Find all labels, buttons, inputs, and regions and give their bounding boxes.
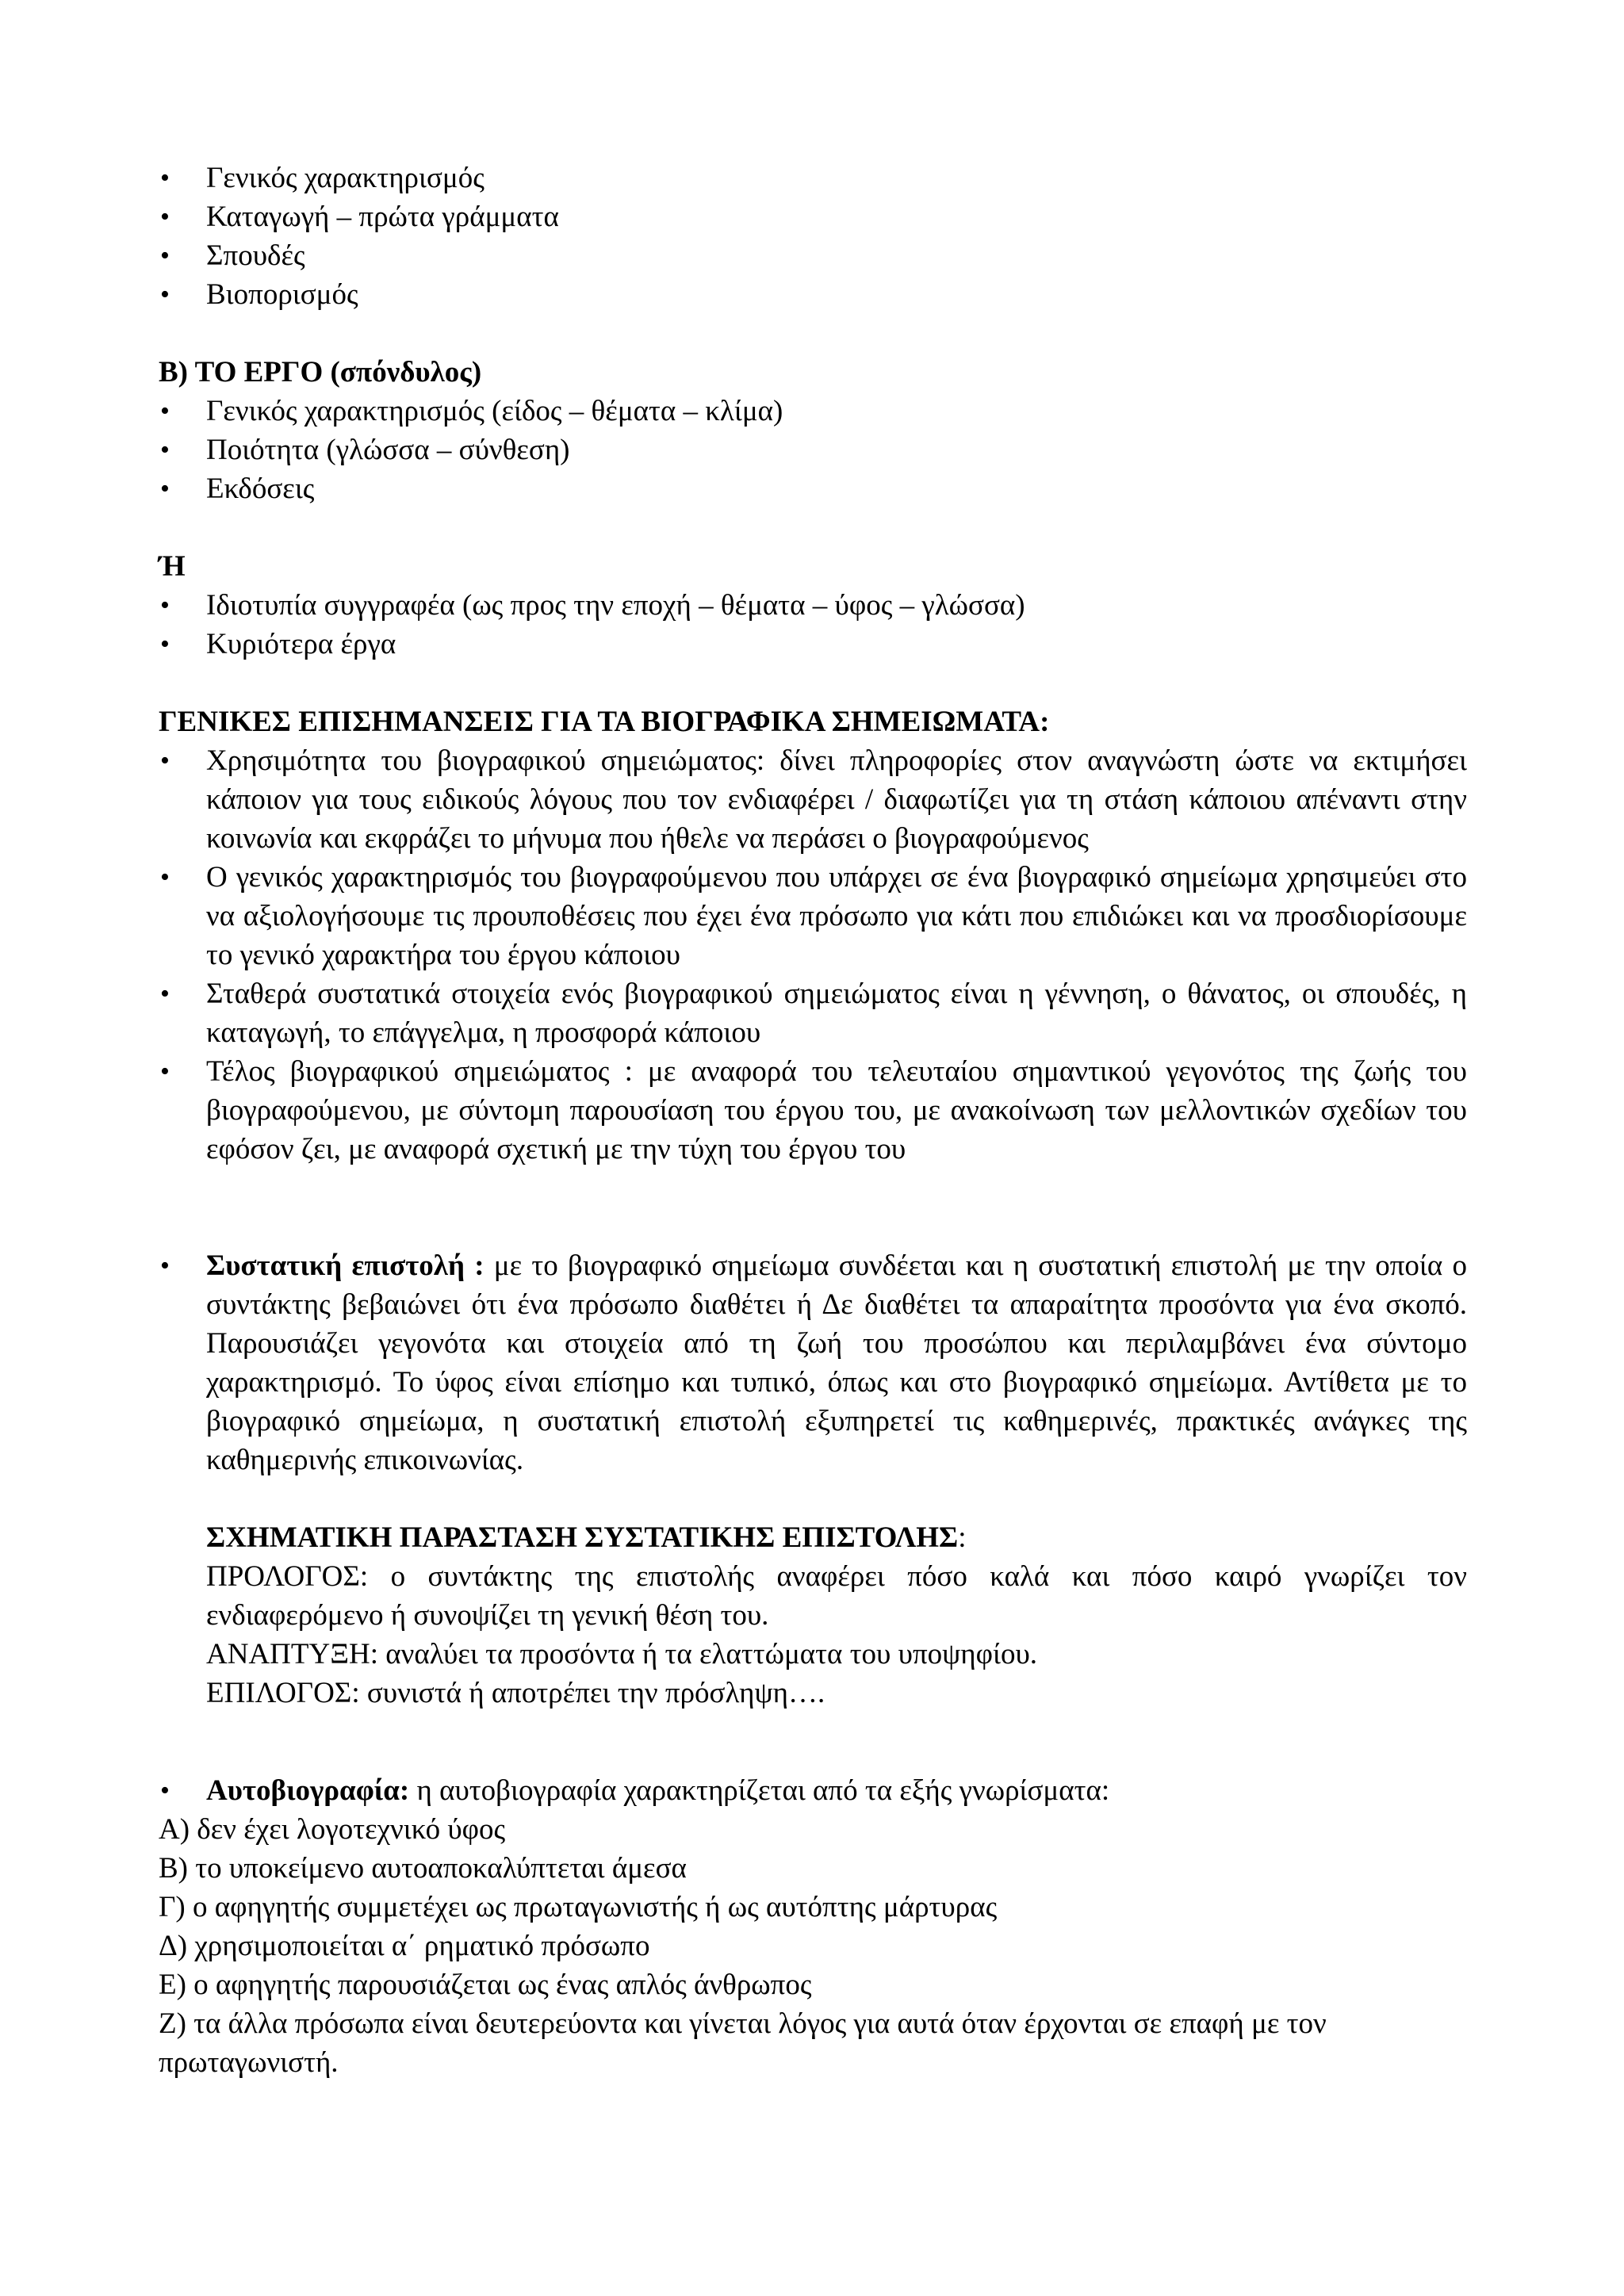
list-item: • Γενικός χαρακτηρισμός bbox=[159, 159, 1467, 197]
letter-schema bbox=[159, 1518, 1467, 1712]
spacer bbox=[159, 508, 1467, 547]
list-item: • Καταγωγή – πρώτα γράμματα bbox=[159, 197, 1467, 236]
list-item: • Βιοπορισμός bbox=[159, 275, 1467, 314]
letter-schema-title-text: ΣΧΗΜΑΤΙΚΗ ΠΑΡΑΣΤΑΣΗ ΣΥΣΤΑΤΙΚΗΣ ΕΠΙΣΤΟΛΗΣ bbox=[206, 1521, 959, 1554]
list-item: • Γενικός χαρακτηρισμός (είδος – θέματα – κλίμα) bbox=[159, 392, 1467, 430]
document-page bbox=[159, 159, 1467, 2082]
spacer bbox=[159, 1712, 1467, 1771]
trait-item: Ε) ο αφηγητής παρουσιάζεται ως ένας απλός άνθρωπος bbox=[159, 1969, 812, 2001]
recommendation-letter-item bbox=[159, 1246, 1467, 1479]
spacer bbox=[159, 1479, 1467, 1518]
recommendation-letter-list bbox=[159, 1246, 1467, 1479]
list-item: • Εκδόσεις bbox=[159, 469, 1467, 508]
letter-prologue: ΠΡΟΛΟΓΟΣ: ο συντάκτης της επιστολής αναφέρει πόσο καλά και πόσο καιρό γνωρίζει τον ενδιαφερόμενο ή συνοψίζει τη γενική θέση του. bbox=[206, 1560, 1467, 1632]
autobiography-term: Αυτοβιογραφία: bbox=[206, 1774, 410, 1807]
trait-item: Α) δεν έχει λογοτεχνικό ύφος bbox=[159, 1813, 506, 1846]
list-item: • Τέλος βιογραφικού σημειώματος : με αναφορά του τελευταίου σημαντικού γεγονότος της ζωής του βιογραφούμενου, με σύντομη παρουσίαση του έργου του, με ανακοίνωση των μελλοντικών σχεδίων του εφόσον ζει, με αναφορά σχετική με την τύχη του έργου του bbox=[159, 1052, 1467, 1169]
autobiography-list bbox=[159, 1771, 1467, 1810]
letter-schema-title bbox=[206, 1518, 1467, 1557]
list-item: • Σπουδές bbox=[159, 236, 1467, 275]
trait-item: Γ) ο αφηγητής συμμετέχει ως πρωταγωνιστής ή ως αυτόπτης μάρτυρας bbox=[159, 1891, 998, 1923]
general-notes-title: ΓΕΝΙΚΕΣ ΕΠΙΣΗΜΑΝΣΕΙΣ ΓΙΑ ΤΑ ΒΙΟΓΡΑΦΙΚΑ ΣΗΜΕΙΩΜΑΤΑ: bbox=[159, 706, 1050, 738]
recommendation-letter-term: Συστατική επιστολή : bbox=[206, 1249, 485, 1282]
letter-schema-colon: : bbox=[958, 1521, 967, 1554]
autobiography-text: η αυτοβιογραφία χαρακτηρίζεται από τα εξής γνωρίσματα: bbox=[409, 1774, 1110, 1807]
trait-item: Δ) χρησιμοποιείται α΄ ρηματικό πρόσωπο bbox=[159, 1930, 650, 1962]
letter-epilogue: ΕΠΙΛΟΓΟΣ: συνιστά ή αποτρέπει την πρόσληψη…. bbox=[206, 1677, 825, 1709]
general-notes-list bbox=[159, 741, 1467, 1169]
list-item: • Ο γενικός χαρακτηρισμός του βιογραφούμενου που υπάρχει σε ένα βιογραφικό σημείωμα χρησιμεύει στο να αξιολογήσουμε τις προυποθέσεις που έχει ένα πρόσωπο για κάτι που επιδιώκει και να προσδιορίσουμε το γενικό χαρακτήρα του έργου κάποιου bbox=[159, 858, 1467, 974]
spacer bbox=[159, 664, 1467, 702]
trait-item: Ζ) τα άλλα πρόσωπα είναι δευτερεύοντα και γίνεται λόγος για αυτά όταν έρχονται σε επαφή με τον πρωταγωνιστή. bbox=[159, 2007, 1327, 2079]
list-item: • Κυριότερα έργα bbox=[159, 625, 1467, 664]
letter-development: ΑΝΑΠΤΥΞΗ: αναλύει τα προσόντα ή τα ελαττώματα του υποψηφίου. bbox=[206, 1638, 1038, 1670]
list-item: • Σταθερά συστατικά στοιχεία ενός βιογραφικού σημειώματος είναι η γέννηση, ο θάνατος, οι σπουδές, η καταγωγή, το επάγγελμα, η προσφορά κάποιου bbox=[159, 974, 1467, 1052]
bio-list-a bbox=[159, 159, 1467, 314]
autobiography-item bbox=[159, 1771, 1467, 1810]
section-or-title: Ή bbox=[159, 550, 186, 583]
section-b-list bbox=[159, 392, 1467, 508]
spacer bbox=[159, 314, 1467, 353]
list-item: • Ποιότητα (γλώσσα – σύνθεση) bbox=[159, 430, 1467, 469]
section-b-title: Β) ΤΟ ΕΡΓΟ (σπόνδυλος) bbox=[159, 356, 482, 388]
spacer bbox=[159, 1169, 1467, 1246]
autobiography-traits bbox=[159, 1810, 1467, 2082]
trait-item: Β) το υποκείμενο αυτοαποκαλύπτεται άμεσα bbox=[159, 1852, 687, 1885]
recommendation-letter-text: με το βιογραφικό σημείωμα συνδέεται και η συστατική επιστολή με την οποία ο συντάκτης βεβαιώνει ότι ένα πρόσωπο διαθέτει ή Δε διαθέτει τα απαραίτητα προσόντα για ένα σκοπό. Παρουσιάζει γεγονότα και στοιχεία από τη ζωή του προσώπου και περιλαμβάνει ένα σύντομο χαρακτηρισμό. Το ύφος είναι επίσημο και τυπικό, όπως και στο βιογραφικό σημείωμα. Αντίθετα με το βιογραφικό σημείωμα, η συστατική επιστολή εξυπηρετεί τις καθημερινές, πρακτικές ανάγκες της καθημερινής επικοινωνίας. bbox=[206, 1249, 1467, 1476]
list-item: • Ιδιοτυπία συγγραφέα (ως προς την εποχή – θέματα – ύφος – γλώσσα) bbox=[159, 586, 1467, 625]
section-or-list bbox=[159, 586, 1467, 664]
list-item: • Χρησιμότητα του βιογραφικού σημειώματος: δίνει πληροφορίες στον αναγνώστη ώστε να εκτιμήσει κάποιον για τους ειδικούς λόγους που τον ενδιαφέρει / διαφωτίζει για τη στάση κάποιου απέναντι στην κοινωνία και εκφράζει το μήνυμα που ήθελε να περάσει ο βιογραφούμενος bbox=[159, 741, 1467, 858]
